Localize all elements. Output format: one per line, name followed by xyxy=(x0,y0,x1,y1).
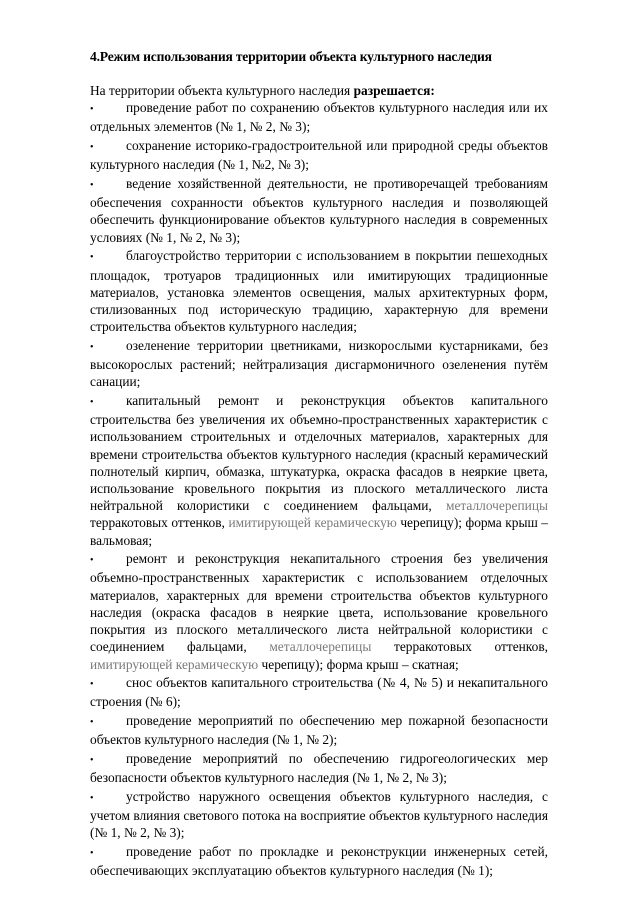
list-item xyxy=(90,175,548,246)
list-item-text: черепицу); форма крыш – вальмовая; xyxy=(90,515,548,548)
list-item-text: проведение мероприятий по обеспечению гидрогеологических мер безопасности объектов культурного наследия (№ 1, № 2, № 3); xyxy=(90,751,548,786)
bullet-icon: • xyxy=(90,142,94,154)
section-heading: 4.Режим использования территории объекта культурного наследия xyxy=(90,49,492,64)
bullet-icon: • xyxy=(90,396,94,408)
list-item xyxy=(90,99,548,135)
bullet-icon: • xyxy=(90,180,94,192)
list-item-text: капитальный ремонт и реконструкция объектов капитального строительства без увеличения их объемно-пространственных характеристик с использованием строительных и отделочных материалов, характерных для времени строительства объектов культурного наследия (красный керамический полнотелый кирпич, обмазка, штукатурка, окраска фасадов в неяркие цвета, использование кровельного покрытия из плоского металлического листа нейтральной колористики с соединением фальцами, xyxy=(90,392,548,514)
list-item-text: снос объектов капитального строительства (№ 4, № 5) и некапитального строения (№ 6); xyxy=(90,675,548,710)
list-item xyxy=(90,750,548,786)
list-item xyxy=(90,392,548,549)
list-item xyxy=(90,674,548,710)
bullet-icon: • xyxy=(90,679,94,691)
list-item xyxy=(90,137,548,173)
permitted-activities-list xyxy=(90,99,548,879)
intro-bold-text: разрешается: xyxy=(353,83,435,98)
bullet-icon: • xyxy=(90,252,94,264)
list-item-text: ведение хозяйственной деятельности, не противоречащей требованиям обеспечения сохранности объектов культурного наследия и позволяющей обеспечить функционирование объектов культурного наследия в современных условиях (№ 1, № 2, № 3); xyxy=(90,176,548,245)
list-item-text: благоустройство территории с использованием в покрытии пешеходных площадок, тротуаров традиционных или имитирующих традиционные материалов, установка элементов освещения, малых архитектурных форм, стилизованных под историческую традицию, характерную для времени строительства объектов культурного наследия; xyxy=(90,248,548,335)
list-item xyxy=(90,788,548,842)
list-item-grey-text: металлочерепицы xyxy=(269,639,372,655)
list-item xyxy=(90,712,548,748)
list-item-text: озеленение территории цветниками, низкорослыми кустарниками, без высокорослых растений; нейтрализация дисгармоничного озеленения путём санации; xyxy=(90,337,548,390)
bullet-icon: • xyxy=(90,341,94,353)
bullet-icon: • xyxy=(90,792,94,804)
list-item xyxy=(90,550,548,672)
list-item xyxy=(90,247,548,335)
list-item-text: проведение работ по прокладке и реконструкции инженерных сетей, обеспечивающих эксплуатацию объектов культурного наследия (№ 1); xyxy=(90,844,548,879)
list-item-text: терракотовых оттенков, xyxy=(371,639,548,655)
list-item-text: сохранение историко-градостроительной или природной среды объектов культурного наследия (№ 1, №2, № 3); xyxy=(90,138,548,173)
bullet-icon: • xyxy=(90,104,94,116)
bullet-icon: • xyxy=(90,848,94,860)
document-page xyxy=(90,48,548,881)
list-item-text: черепицу); форма крыш – скатная; xyxy=(258,656,459,672)
list-item xyxy=(90,337,548,391)
list-item-text: устройство наружного освещения объектов культурного наследия, с учетом влияния светового потока на восприятие объектов культурного наследия (№ 1, № 2, № 3); xyxy=(90,788,548,841)
bullet-icon: • xyxy=(90,555,94,567)
list-item-grey-text: имитирующей керамическую xyxy=(228,515,397,531)
intro-text: На территории объекта культурного наследия xyxy=(90,83,354,98)
list-item-text: проведение работ по сохранению объектов культурного наследия или их отдельных элементов (№ 1, № 2, № 3); xyxy=(90,100,548,135)
list-item-text: ремонт и реконструкция некапитального строения без увеличения объемно-пространственных характеристик с использованием отделочных материалов, характерных для времени строительства объектов культурного наследия (окраска фасадов в неяркие цвета, использование кровельного покрытия из плоского металлического листа нейтральной колористики с соединением фальцами, xyxy=(90,551,548,655)
list-item-grey-text: металлочерепицы xyxy=(445,498,548,514)
list-item xyxy=(90,843,548,879)
list-item-text: проведение мероприятий по обеспечению мер пожарной безопасности объектов культурного наследия (№ 1, № 2); xyxy=(90,713,548,748)
bullet-icon: • xyxy=(90,717,94,729)
bullet-icon: • xyxy=(90,755,94,767)
list-item-text: терракотовых оттенков, xyxy=(90,515,229,531)
list-item-grey-text: имитирующей керамическую xyxy=(90,656,259,672)
intro-paragraph xyxy=(90,82,548,99)
